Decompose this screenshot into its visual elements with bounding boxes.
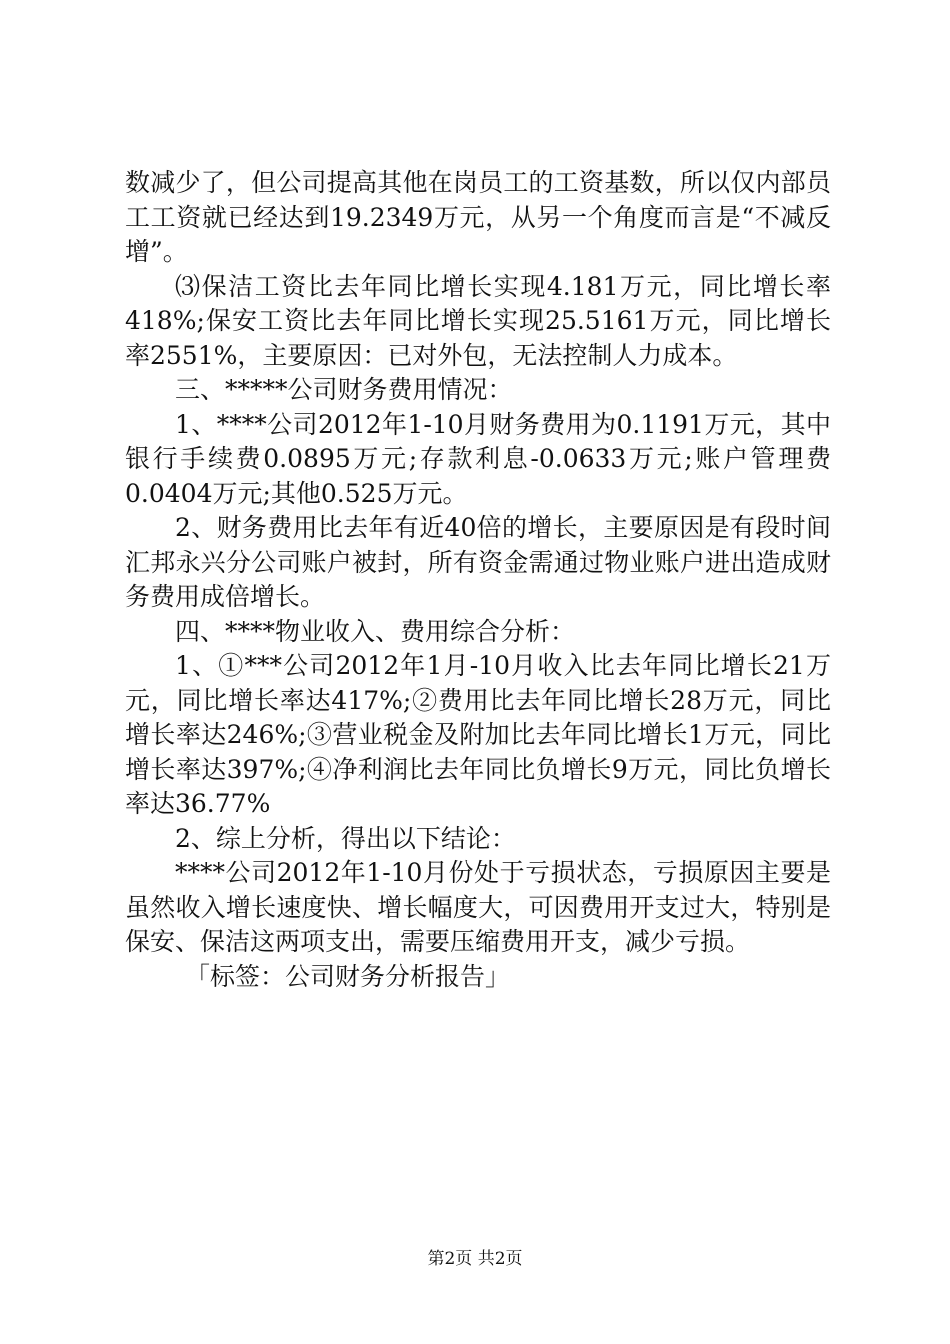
- paragraph-conclusion: ****公司2012年1-10月份处于亏损状态，亏损原因主要是虽然收入增长速度快、增长幅度大，可因费用开支过大，特别是保安、保洁这两项支出，需要压缩费用开支，减少亏损。: [125, 858, 831, 956]
- paragraph-cleaning-security-wages: ⑶保洁工资比去年同比增长实现4.181万元，同比增长率418%;保安工资比去年同比增长实现25.5161万元，同比增长率2551%，主要原因：已对外包，无法控制人力成本。: [125, 271, 831, 370]
- tag-label: 「标签：公司财务分析报告」: [185, 961, 511, 991]
- page-number-footer: 第2页 共2页: [427, 1249, 523, 1269]
- paragraph-continuation: 数减少了，但公司提高其他在岗员工的工资基数，所以仅内部员工工资就已经达到19.2349万元，从另一个角度而言是“不减反增”。: [125, 168, 831, 266]
- document-body: [125, 166, 831, 994]
- paragraph-financial-expenses-growth: 2、财务费用比去年有近40倍的增长，主要原因是有段时间汇邦永兴分公司账户被封，所有资金需通过物业账户进出造成财务费用成倍增长。: [125, 513, 831, 611]
- section-heading-financial-expenses: 三、*****公司财务费用情况：: [175, 375, 513, 404]
- paragraph-financial-expenses-detail: 1、****公司2012年1-10月财务费用为0.1191万元，其中银行手续费0.0895万元;存款利息-0.0633万元;账户管理费0.0404万元;其他0.525万元。: [125, 409, 831, 508]
- section-heading-comprehensive-analysis: 四、****物业收入、费用综合分析：: [175, 616, 576, 646]
- paragraph-conclusion-intro: 2、综上分析，得出以下结论：: [175, 823, 516, 853]
- paragraph-income-expense-analysis: 1、①***公司2012年1月-10月收入比去年同比增长21万元，同比增长率达417%;②费用比去年同比增长28万元，同比增长率达246%;③营业税金及附加比去年同比增长1万元，同比增长率达397%;④净利润比去年同比负增长9万元，同比负增长率达36.77%: [125, 651, 831, 818]
